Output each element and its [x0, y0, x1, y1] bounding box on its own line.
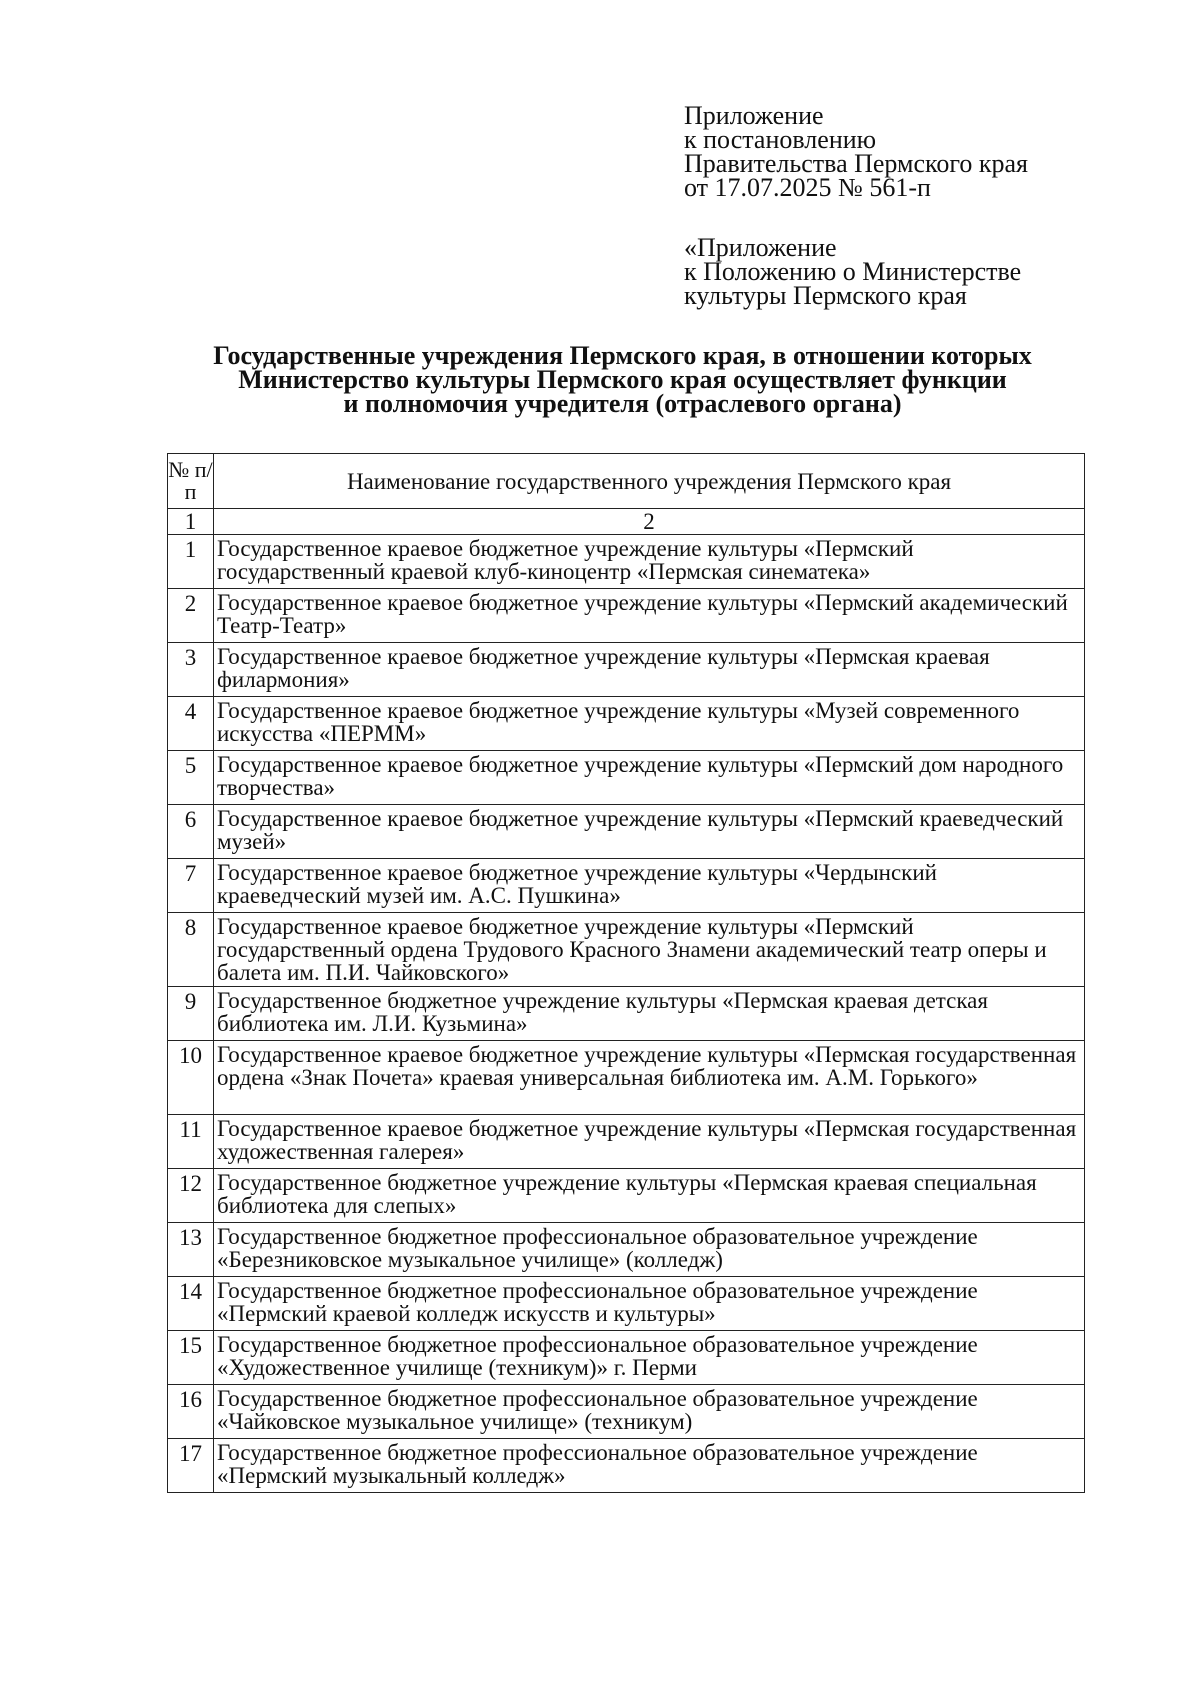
row-number: 15: [168, 1331, 214, 1385]
institution-name: Государственное краевое бюджетное учреждение культуры «Пермская краевая филармония»: [214, 643, 1085, 697]
table-row: [168, 1223, 1085, 1277]
institution-name: Государственное бюджетное учреждение культуры «Пермская краевая детская библиотека им. Л.И. Кузьмина»: [214, 987, 1085, 1041]
table-row: [168, 1169, 1085, 1223]
appendix-line: к постановлению: [684, 125, 877, 154]
institution-name: Государственное бюджетное профессиональное образовательное учреждение «Художественное училище (техникум)» г. Перми: [214, 1331, 1085, 1385]
table-row: [168, 1115, 1085, 1169]
table-row: [168, 697, 1085, 751]
row-number: 9: [168, 987, 214, 1041]
appendix-block: [684, 101, 1154, 202]
table-row: [168, 859, 1085, 913]
row-number: 4: [168, 697, 214, 751]
institution-name: Государственное краевое бюджетное учреждение культуры «Музей современного искусства «ПЕРММ»: [214, 697, 1085, 751]
colnum-1: 1: [168, 509, 214, 535]
row-number: 16: [168, 1385, 214, 1439]
appendix-line: Приложение: [684, 101, 824, 130]
table-row: [168, 1041, 1085, 1115]
row-number: 14: [168, 1277, 214, 1331]
institution-name: Государственное краевое бюджетное учреждение культуры «Пермский государственный краевой клуб-киноцентр «Пермская синематека»: [214, 535, 1085, 589]
appendix-line: Правительства Пермского края: [684, 149, 1028, 178]
title-line: и полномочия учредителя (отраслевого органа): [343, 389, 902, 418]
institution-name: Государственное краевое бюджетное учреждение культуры «Пермский государственный ордена Трудового Красного Знамени академический театр оперы и балета им. П.И. Чайковского»: [214, 913, 1085, 987]
table-row: [168, 1331, 1085, 1385]
appendix-to-regulation-block: [684, 233, 1154, 310]
column-number-row: [168, 509, 1085, 535]
row-number: 6: [168, 805, 214, 859]
institution-name: Государственное бюджетное учреждение культуры «Пермская краевая специальная библиотека для слепых»: [214, 1169, 1085, 1223]
institution-name: Государственное краевое бюджетное учреждение культуры «Пермская государственная ордена «Знак Почета» краевая универсальная библиотека им. А.М. Горького»: [214, 1041, 1085, 1115]
table-row: [168, 1277, 1085, 1331]
row-number: 11: [168, 1115, 214, 1169]
institutions-table: [167, 453, 1085, 1493]
appendix-line: от 17.07.2025 № 561-п: [684, 173, 931, 202]
row-number: 3: [168, 643, 214, 697]
row-number: 10: [168, 1041, 214, 1115]
institution-name: Государственное краевое бюджетное учреждение культуры «Пермский академический Театр-Театр»: [214, 589, 1085, 643]
table-row: [168, 1439, 1085, 1493]
row-number: 17: [168, 1439, 214, 1493]
document-title: [150, 341, 1095, 418]
row-number: 12: [168, 1169, 214, 1223]
row-number: 1: [168, 535, 214, 589]
institution-name: Государственное бюджетное профессиональное образовательное учреждение «Березниковское музыкальное училище» (колледж): [214, 1223, 1085, 1277]
institution-name: Государственное краевое бюджетное учреждение культуры «Чердынский краеведческий музей им. А.С. Пушкина»: [214, 859, 1085, 913]
title-line: Министерство культуры Пермского края осуществляет функции: [238, 365, 1007, 394]
table-row: [168, 751, 1085, 805]
institution-name: Государственное бюджетное профессиональное образовательное учреждение «Пермский музыкальный колледж»: [214, 1439, 1085, 1493]
appendix-line: «Приложение: [684, 233, 837, 262]
title-line: Государственные учреждения Пермского края, в отношении которых: [213, 341, 1032, 370]
colnum-2: 2: [214, 509, 1085, 535]
institution-name: Государственное краевое бюджетное учреждение культуры «Пермская государственная художественная галерея»: [214, 1115, 1085, 1169]
institution-name: Государственное краевое бюджетное учреждение культуры «Пермский дом народного творчества»: [214, 751, 1085, 805]
row-number: 7: [168, 859, 214, 913]
table-row: [168, 987, 1085, 1041]
table-row: [168, 643, 1085, 697]
table-header-row: [168, 454, 1085, 509]
appendix-line: культуры Пермского края: [684, 281, 967, 310]
header-name: Наименование государственного учреждения Пермского края: [214, 454, 1085, 509]
institution-name: Государственное бюджетное профессиональное образовательное учреждение «Чайковское музыкальное училище» (техникум): [214, 1385, 1085, 1439]
table-row: [168, 805, 1085, 859]
row-number: 8: [168, 913, 214, 987]
row-number: 13: [168, 1223, 214, 1277]
table-row: [168, 589, 1085, 643]
row-number: 2: [168, 589, 214, 643]
institution-name: Государственное краевое бюджетное учреждение культуры «Пермский краеведческий музей»: [214, 805, 1085, 859]
row-number: 5: [168, 751, 214, 805]
table-row: [168, 1385, 1085, 1439]
institution-name: Государственное бюджетное профессиональное образовательное учреждение «Пермский краевой колледж искусств и культуры»: [214, 1277, 1085, 1331]
table-row: [168, 913, 1085, 987]
header-num: № п/п: [168, 454, 214, 509]
table-row: [168, 535, 1085, 589]
appendix-line: к Положению о Министерстве: [684, 257, 1022, 286]
